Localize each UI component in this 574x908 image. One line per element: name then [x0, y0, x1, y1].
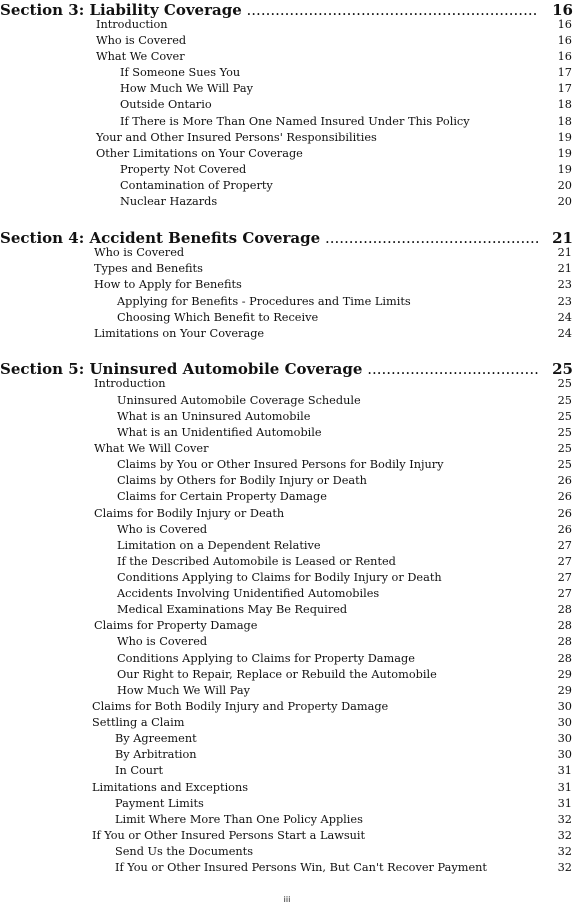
- entry-title: Claims by You or Other Insured Persons for Bodily Injury: [117, 458, 444, 471]
- entry-page: 32: [557, 845, 572, 858]
- toc-subentry: [0, 796, 574, 812]
- entry-page: 28: [557, 619, 572, 632]
- entry-page: 17: [557, 82, 572, 95]
- entry-page: 16: [557, 18, 572, 31]
- entry-title: Uninsured Automobile Coverage Schedule: [117, 394, 361, 407]
- toc-entry: [0, 715, 574, 731]
- entry-title: By Arbitration: [115, 748, 197, 761]
- toc-subentry: [0, 114, 574, 130]
- toc-subentry: [0, 747, 574, 763]
- entry-title: If You or Other Insured Persons Win, But Can't Recover Payment: [115, 861, 487, 874]
- toc-subentry: [0, 97, 574, 113]
- toc-subentry: [0, 683, 574, 699]
- entry-page: 31: [557, 781, 572, 794]
- entry-title: Other Limitations on Your Coverage: [96, 147, 303, 160]
- toc-entry: [0, 130, 574, 146]
- toc-entry: [0, 699, 574, 715]
- entry-title: Conditions Applying to Claims for Property Damage: [117, 652, 415, 665]
- toc-subentry: [0, 634, 574, 650]
- entry-title: Claims for Both Bodily Injury and Property Damage: [92, 700, 389, 713]
- toc-subentry: [0, 731, 574, 747]
- entry-page: 16: [557, 34, 572, 47]
- toc-entry: [0, 376, 574, 392]
- entry-page: 20: [557, 195, 572, 208]
- entry-title: Claims by Others for Bodily Injury or Death: [117, 474, 367, 487]
- entry-page: 30: [557, 732, 572, 745]
- entry-title: If You or Other Insured Persons Start a Lawsuit: [92, 829, 366, 842]
- entry-title: Claims for Property Damage: [94, 619, 258, 632]
- toc-entry: [0, 261, 574, 277]
- entry-page: 25: [557, 442, 572, 455]
- toc-entry: [0, 17, 574, 33]
- toc-subentry: [0, 425, 574, 441]
- entry-page: 25: [557, 377, 572, 390]
- entry-title: Limitations and Exceptions: [92, 781, 249, 794]
- entry-title: How Much We Will Pay: [120, 82, 253, 95]
- entry-title: What is an Uninsured Automobile: [117, 410, 311, 423]
- entry-page: 18: [557, 115, 572, 128]
- entry-page: 26: [557, 474, 572, 487]
- toc-subentry: [0, 570, 574, 586]
- entry-page: 30: [557, 716, 572, 729]
- entry-page: 20: [557, 179, 572, 192]
- toc-subentry: [0, 178, 574, 194]
- toc-subentry: [0, 602, 574, 618]
- toc-subentry: [0, 651, 574, 667]
- toc-subentry: [0, 860, 574, 876]
- toc-subentry: [0, 554, 574, 570]
- toc-subentry: [0, 393, 574, 409]
- entry-page: 28: [557, 635, 572, 648]
- entry-title: Introduction: [96, 18, 168, 31]
- entry-title: If Someone Sues You: [120, 66, 241, 79]
- entry-page: 30: [557, 748, 572, 761]
- toc-subentry: [0, 457, 574, 473]
- entry-page: 23: [557, 295, 572, 308]
- entry-title: What is an Unidentified Automobile: [117, 426, 322, 439]
- entry-title: Who is Covered: [94, 246, 185, 259]
- entry-page: 18: [557, 98, 572, 111]
- entry-page: 29: [557, 684, 572, 697]
- toc-entry: [0, 506, 574, 522]
- toc-subentry: [0, 65, 574, 81]
- toc-subentry: [0, 473, 574, 489]
- toc-entry: [0, 33, 574, 49]
- entry-title: Property Not Covered: [120, 163, 247, 176]
- section-title: Section 3: Liability Coverage .....: [0, 0, 538, 21]
- entry-title: What We Will Cover: [94, 442, 209, 455]
- entry-title: Who is Covered: [117, 523, 208, 536]
- entry-title: Limit Where More Than One Policy Applies: [115, 813, 363, 826]
- section-title: Section 5: Uninsured Automobile Coverage .....: [0, 358, 538, 380]
- toc-entry: [0, 146, 574, 162]
- toc-subentry: [0, 310, 574, 326]
- entry-title: Settling a Claim: [92, 716, 185, 729]
- entry-page: 25: [557, 410, 572, 423]
- toc-subentry: [0, 162, 574, 178]
- entry-page: 19: [557, 131, 572, 144]
- entry-page: 28: [557, 603, 572, 616]
- toc-subentry: [0, 586, 574, 602]
- entry-page: 27: [557, 587, 572, 600]
- entry-title: If the Described Automobile is Leased or Rented: [117, 555, 396, 568]
- toc-subentry: [0, 667, 574, 683]
- entry-page: 32: [557, 829, 572, 842]
- entry-title: Who is Covered: [96, 34, 187, 47]
- section-page: 21: [552, 229, 573, 247]
- entry-title: Limitations on Your Coverage: [94, 327, 265, 340]
- entry-title: Applying for Benefits - Procedures and Time Limits: [117, 295, 411, 308]
- entry-page: 25: [557, 394, 572, 407]
- entry-title: By Agreement: [115, 732, 197, 745]
- entry-page: 25: [557, 458, 572, 471]
- toc-subentry: [0, 522, 574, 538]
- entry-title: In Court: [115, 764, 163, 777]
- entry-page: 30: [557, 700, 572, 713]
- entry-page: 19: [557, 147, 572, 160]
- entry-page: 26: [557, 507, 572, 520]
- entry-page: 32: [557, 861, 572, 874]
- entry-title: Choosing Which Benefit to Receive: [117, 311, 319, 324]
- entry-page: 31: [557, 797, 572, 810]
- entry-title: Medical Examinations May Be Required: [117, 603, 348, 616]
- toc-subentry: [0, 812, 574, 828]
- entry-page: 27: [557, 571, 572, 584]
- entry-title: Nuclear Hazards: [120, 195, 218, 208]
- toc-entry: [0, 245, 574, 261]
- entry-title: Our Right to Repair, Replace or Rebuild the Automobile: [117, 668, 437, 681]
- toc-entry: [0, 326, 574, 342]
- entry-page: 23: [557, 278, 572, 291]
- entry-title: Accidents Involving Unidentified Automobiles: [117, 587, 380, 600]
- toc-subentry: [0, 844, 574, 860]
- entry-page: 19: [557, 163, 572, 176]
- toc-entry: [0, 49, 574, 65]
- entry-title: Contamination of Property: [120, 179, 273, 192]
- entry-title: How Much We Will Pay: [117, 684, 250, 697]
- toc-subentry: [0, 294, 574, 310]
- section-page: 16: [552, 1, 573, 19]
- section-page: 25: [552, 360, 573, 378]
- entry-page: 21: [557, 246, 572, 259]
- entry-page: 31: [557, 764, 572, 777]
- toc-subentry: [0, 194, 574, 210]
- entry-page: 24: [557, 327, 572, 340]
- entry-title: Claims for Certain Property Damage: [117, 490, 327, 503]
- entry-page: 26: [557, 490, 572, 503]
- page-number: iii: [283, 895, 291, 904]
- entry-title: If There is More Than One Named Insured Under This Policy: [120, 115, 470, 128]
- toc-subentry: [0, 489, 574, 505]
- toc-entry: [0, 618, 574, 634]
- entry-page: 21: [557, 262, 572, 275]
- entry-title: Who is Covered: [117, 635, 208, 648]
- entry-page: 26: [557, 523, 572, 536]
- entry-page: 29: [557, 668, 572, 681]
- entry-title: Introduction: [94, 377, 166, 390]
- entry-title: Conditions Applying to Claims for Bodily Injury or Death: [117, 571, 442, 584]
- toc-subentry: [0, 409, 574, 425]
- entry-title: Send Us the Documents: [115, 845, 253, 858]
- entry-page: 32: [557, 813, 572, 826]
- entry-page: 27: [557, 555, 572, 568]
- toc-subentry: [0, 538, 574, 554]
- toc-subentry: [0, 81, 574, 97]
- entry-page: 16: [557, 50, 572, 63]
- entry-title: Types and Benefits: [94, 262, 203, 275]
- entry-title: How to Apply for Benefits: [94, 278, 242, 291]
- entry-title: Payment Limits: [115, 797, 204, 810]
- section-title: Section 4: Accident Benefits Coverage .....: [0, 227, 538, 249]
- entry-page: 24: [557, 311, 572, 324]
- toc-subentry: [0, 763, 574, 779]
- toc-entry: [0, 780, 574, 796]
- toc-entry: [0, 441, 574, 457]
- entry-title: Limitation on a Dependent Relative: [117, 539, 321, 552]
- entry-page: 25: [557, 426, 572, 439]
- entry-title: What We Cover: [96, 50, 185, 63]
- entry-title: Your and Other Insured Persons' Responsibilities: [96, 131, 377, 144]
- entry-page: 28: [557, 652, 572, 665]
- toc-entry: [0, 828, 574, 844]
- toc-entry: [0, 277, 574, 293]
- entry-title: Claims for Bodily Injury or Death: [94, 507, 285, 520]
- entry-page: 27: [557, 539, 572, 552]
- entry-page: 17: [557, 66, 572, 79]
- entry-title: Outside Ontario: [120, 98, 212, 111]
